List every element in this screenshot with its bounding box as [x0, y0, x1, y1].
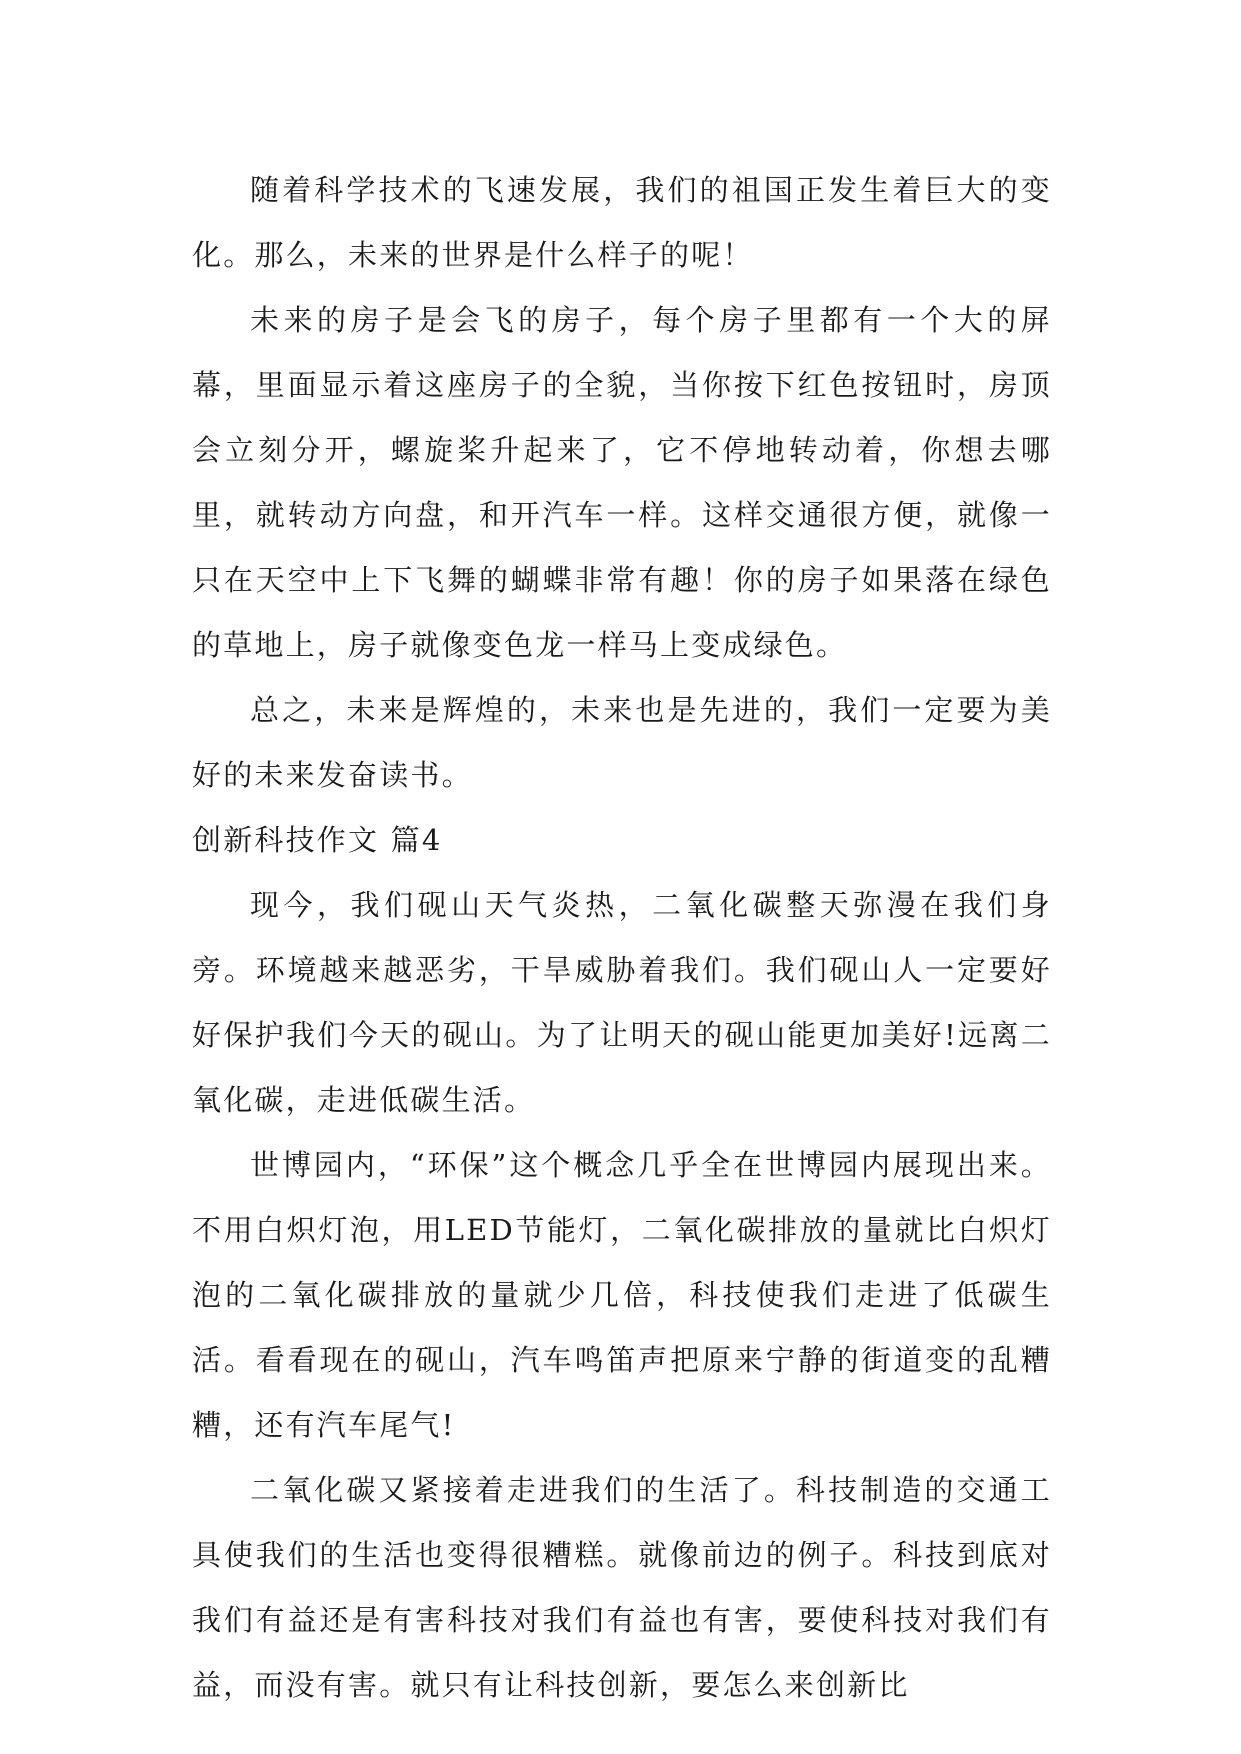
paragraph-expo-lowcarbon: 世博园内，“环保”这个概念几乎全在世博园内展现出来。不用白炽灯泡，用LED节能灯，二氧化碳排放的量就比白炽灯泡的二氧化碳排放的量就少几倍，科技使我们走进了低碳生活。看看现在的砚山，汽车鸣笛声把原来宁静的街道变的乱糟糟，还有汽车尾气! [192, 1148, 1052, 1442]
paragraph-flying-house: 未来的房子是会飞的房子，每个房子里都有一个大的屏幕，里面显示着这座房子的全貌，当你按下红色按钮时，房顶会立刻分开，螺旋桨升起来了，它不停地转动着，你想去哪里，就转动方向盘，和开汽车一样。这样交通很方便，就像一只在天空中上下飞舞的蝴蝶非常有趣！你的房子如果落在绿色的草地上，房子就像变色龙一样马上变成绿色。 [192, 303, 1052, 662]
document-body [192, 158, 1052, 1718]
paragraph-yanshan-climate: 现今，我们砚山天气炎热，二氧化碳整天弥漫在我们身旁。环境越来越恶劣，干旱威胁着我们。我们砚山人一定要好好保护我们今天的砚山。为了让明天的砚山能更加美好!远离二氧化碳，走进低碳生活。 [192, 888, 1052, 1117]
section-heading: 创新科技作文 篇4 [192, 823, 443, 857]
paragraph-technology-innovation: 二氧化碳又紧接着走进我们的生活了。科技制造的交通工具使我们的生活也变得很糟糕。就像前边的例子。科技到底对我们有益还是有害科技对我们有益也有害，要使科技对我们有益，而没有害。就只有让科技创新，要怎么来创新比 [192, 1473, 1052, 1702]
paragraph-conclusion: 总之，未来是辉煌的，未来也是先进的，我们一定要为美好的未来发奋读书。 [192, 693, 1052, 792]
paragraph-future-world-intro: 随着科学技术的飞速发展，我们的祖国正发生着巨大的变化。那么，未来的世界是什么样子的呢！ [192, 173, 1052, 272]
